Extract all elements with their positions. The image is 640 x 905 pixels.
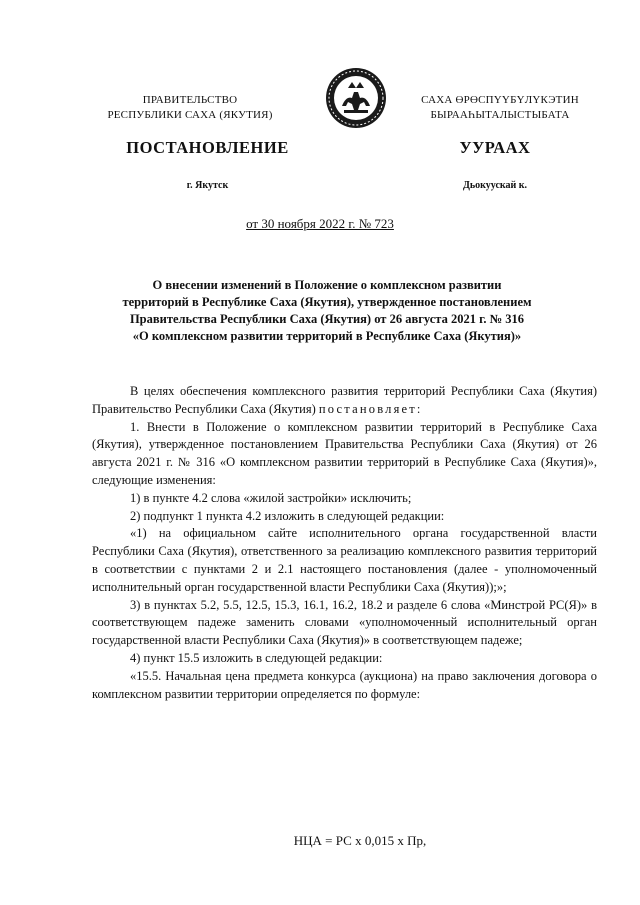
document-kind-ru: ПОСТАНОВЛЕНИЕ [126,138,289,157]
body-paragraph: 3) в пунктах 5.2, 5.5, 12.5, 15.3, 16.1, 16.2, 18.2 и разделе 6 слова «Минстрой РС(Я)» в соответствующем падеже заменить словами «уполномоченный исполнительный орган государственной власти Республики Саха (Якутия)» в соответствующем падеже; [92,597,597,648]
title-line: территорий в Республике Саха (Якутия), утвержденное постановлением [122,295,532,309]
title-line: О внесении изменений в Положение о комплексном развитии [152,278,502,292]
body-paragraph: 1. Внести в Положение о комплексном развитии территорий в Республике Саха (Якутия), утвержденное постановлением Правительства Республики Саха (Якутия) от 26 августа 2021 г. № 316 «О комплексном развитии территорий в Республике Саха (Якутия)», следующие изменения: [92,419,597,487]
body-paragraph-intro [92,383,597,419]
body-paragraph: 1) в пункте 4.2 слова «жилой застройки» исключить; [130,490,412,505]
city-sah: Дьокуускай к. [462,180,528,191]
price-formula: НЦА = РС х 0,015 х Пр, [293,833,427,848]
document-title [92,277,562,345]
header-left [100,93,280,123]
header-left-line1: ПРАВИТЕЛЬСТВО [142,94,238,106]
title-line: «О комплексном развитии территорий в Республике Саха (Якутия)» [132,329,522,343]
body-paragraph: 2) подпункт 1 пункта 4.2 изложить в следующей редакции: [130,508,445,523]
intro-text: В целях обеспечения комплексного развития территорий Республики Саха (Якутия) Правительство Республики Саха (Якутия) [92,384,597,416]
sakha-coat-of-arms-icon [324,66,388,130]
title-line: Правительства Республики Саха (Якутия) от 26 августа 2021 г. № 316 [129,312,525,326]
header-right-line1: САХА ӨРӨСПҮҮБҮЛҮКЭТИН [421,94,579,106]
date-line [0,216,640,232]
decree-word: постановляет: [318,401,423,416]
header-right-line2: БЫРААҺЫТАЛЫСТЫБАТА [430,109,570,121]
header-left-line2: РЕСПУБЛИКИ САХА (ЯКУТИЯ) [107,109,273,121]
header-right [380,93,620,123]
body-paragraph: 4) пункт 15.5 изложить в следующей редакции: [130,650,383,665]
date-number: от 30 ноября 2022 г. № 723 [246,216,394,231]
document-kind-sah: УУРААХ [459,138,531,157]
body-paragraph: «15.5. Начальная цена предмета конкурса (аукциона) на право заключения договора о комплексном развитии территории определяется по формуле: [92,668,597,701]
body-paragraph: «1) на официальном сайте исполнительного органа государственной власти Республики Саха (Якутия), ответственного за реализацию комплексного развития территорий в соответствии с пунктами 2 и 2.1 настоящего постановления (далее - уполномоченный исполнительный орган государственной власти Республики Саха (Якутия));»; [92,526,597,594]
document-body [92,383,597,703]
city-ru: г. Якутск [186,180,229,191]
